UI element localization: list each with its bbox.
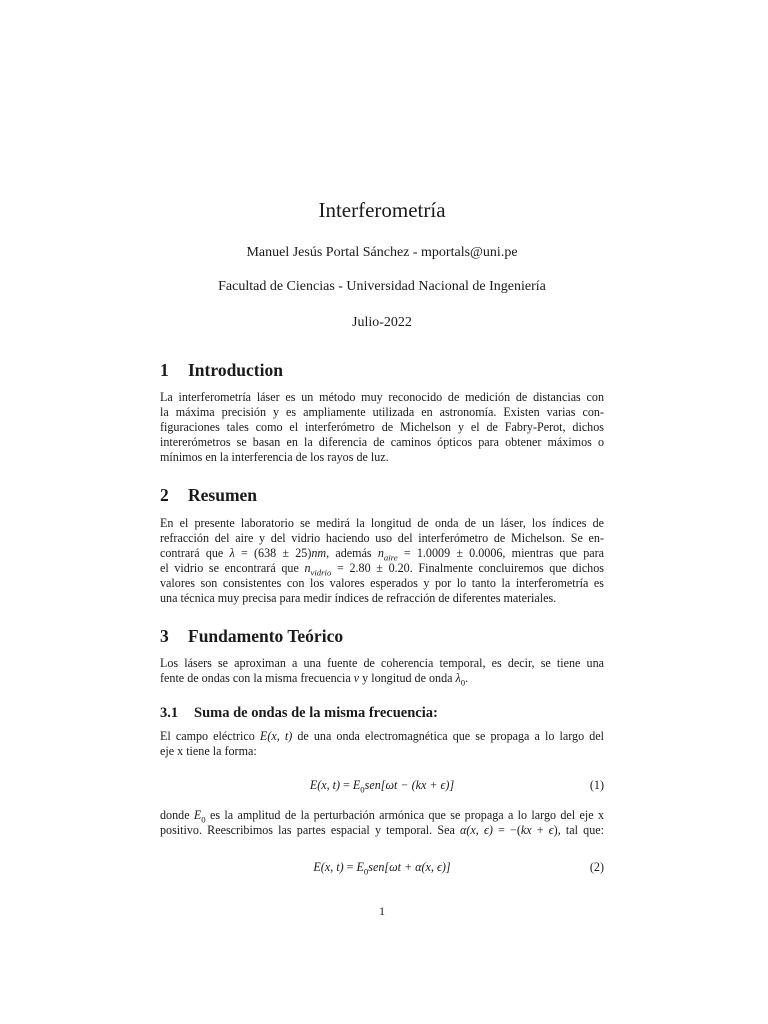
author-line: Manuel Jesús Portal Sánchez - mportals@uni.pe xyxy=(246,245,518,260)
section-number: 1 xyxy=(160,360,169,380)
subsection-number: 3.1 xyxy=(160,705,179,721)
paper-title: Interferometría xyxy=(318,198,446,222)
text-line: eje x tiene la forma: xyxy=(160,744,257,758)
affiliation-line: Facultad de Ciencias - Universidad Nacional de Ingeniería xyxy=(218,279,546,294)
text-line: contrará que λ = (638 ± 25)nm, además $n_{aire} = 1.0009 \pm 0.0006$, mientras que para xyxy=(160,546,605,563)
suma-paragraph-1 xyxy=(160,729,604,759)
paper-page xyxy=(160,0,604,1024)
equation-expression: E(x, $t) = E_0sen[\omega t + \alpha(x$, ϵ)] xyxy=(313,860,451,877)
introduction-paragraph xyxy=(160,390,604,465)
text-line: refracción del aire y del vidrio haciendo uso del interferómetro de Michelson. Se en- xyxy=(160,531,604,545)
equation-expression: E(x, $t) = E_0sen[\omega t - (kx + \epsilon)]$ xyxy=(309,778,455,795)
section-number: 3 xyxy=(160,626,169,646)
text-line: El campo eléctrico E(x, t) de una onda electromagnética que se propaga a lo largo del xyxy=(160,729,604,743)
section-heading-fundamento xyxy=(160,625,343,647)
equation-number: (1) xyxy=(589,778,604,792)
text-line: fente de ondas con la misma frecuencia ν y longitud de onda $\lambda_0$. xyxy=(160,671,469,688)
section-title: Introduction xyxy=(188,360,283,380)
text-line: donde $E_0$ es la amplitud de la perturbación armónica que se propaga a lo largo del eje x xyxy=(160,808,604,825)
text-line: La interferometría láser es un método muy reconocido de medición de distancias con xyxy=(160,390,604,404)
text-line: intererómetros se basan en la diferencia de caminos ópticos para obtener máximos o xyxy=(160,435,604,449)
text-line: la máxima precisión y es ampliamente utilizada en astronomía. Existen varias con- xyxy=(160,405,604,419)
section-heading-resumen xyxy=(160,484,257,506)
text-line: figuraciones tales como el interferómetro de Michelson y el de Fabry-Perot, dichos xyxy=(160,420,604,434)
section-title: Fundamento Teórico xyxy=(188,626,344,646)
section-number: 2 xyxy=(160,485,169,505)
text-line: En el presente laboratorio se medirá la longitud de onda de un láser, los índices de xyxy=(160,516,604,530)
text-line: valores son consistentes con los valores esperados y por lo tanto la interferometría es xyxy=(160,576,604,590)
text-line: el vidrio se encontrará que $n_{vidrio} = 2.80 \pm 0.20$. Finalmente concluiremos que dichos xyxy=(160,561,604,578)
text-line: una técnica muy precisa para medir índices de refracción de diferentes materiales. xyxy=(160,591,557,605)
subsection-heading-suma xyxy=(160,704,438,722)
text-line: Los lásers se aproximan a una fuente de coherencia temporal, es decir, se tiene una xyxy=(160,656,604,670)
equation-number: (2) xyxy=(589,860,604,874)
text-line: positivo. Reescribimos las partes espacial y temporal. Sea α(x, ϵ) = −(kx + ϵ), tal que: xyxy=(160,823,604,837)
resumen-paragraph xyxy=(160,516,604,606)
section-heading-introduction xyxy=(160,359,283,381)
section-title: Resumen xyxy=(188,485,258,505)
subsection-title: Suma de ondas de la misma frecuencia: xyxy=(194,705,438,721)
page-number: 1 xyxy=(379,904,385,918)
text-line: mínimos en la interferencia de los rayos de luz. xyxy=(160,450,389,464)
fundamento-paragraph xyxy=(160,656,604,686)
suma-paragraph-2 xyxy=(160,808,604,838)
date-line: Julio-2022 xyxy=(352,315,412,330)
